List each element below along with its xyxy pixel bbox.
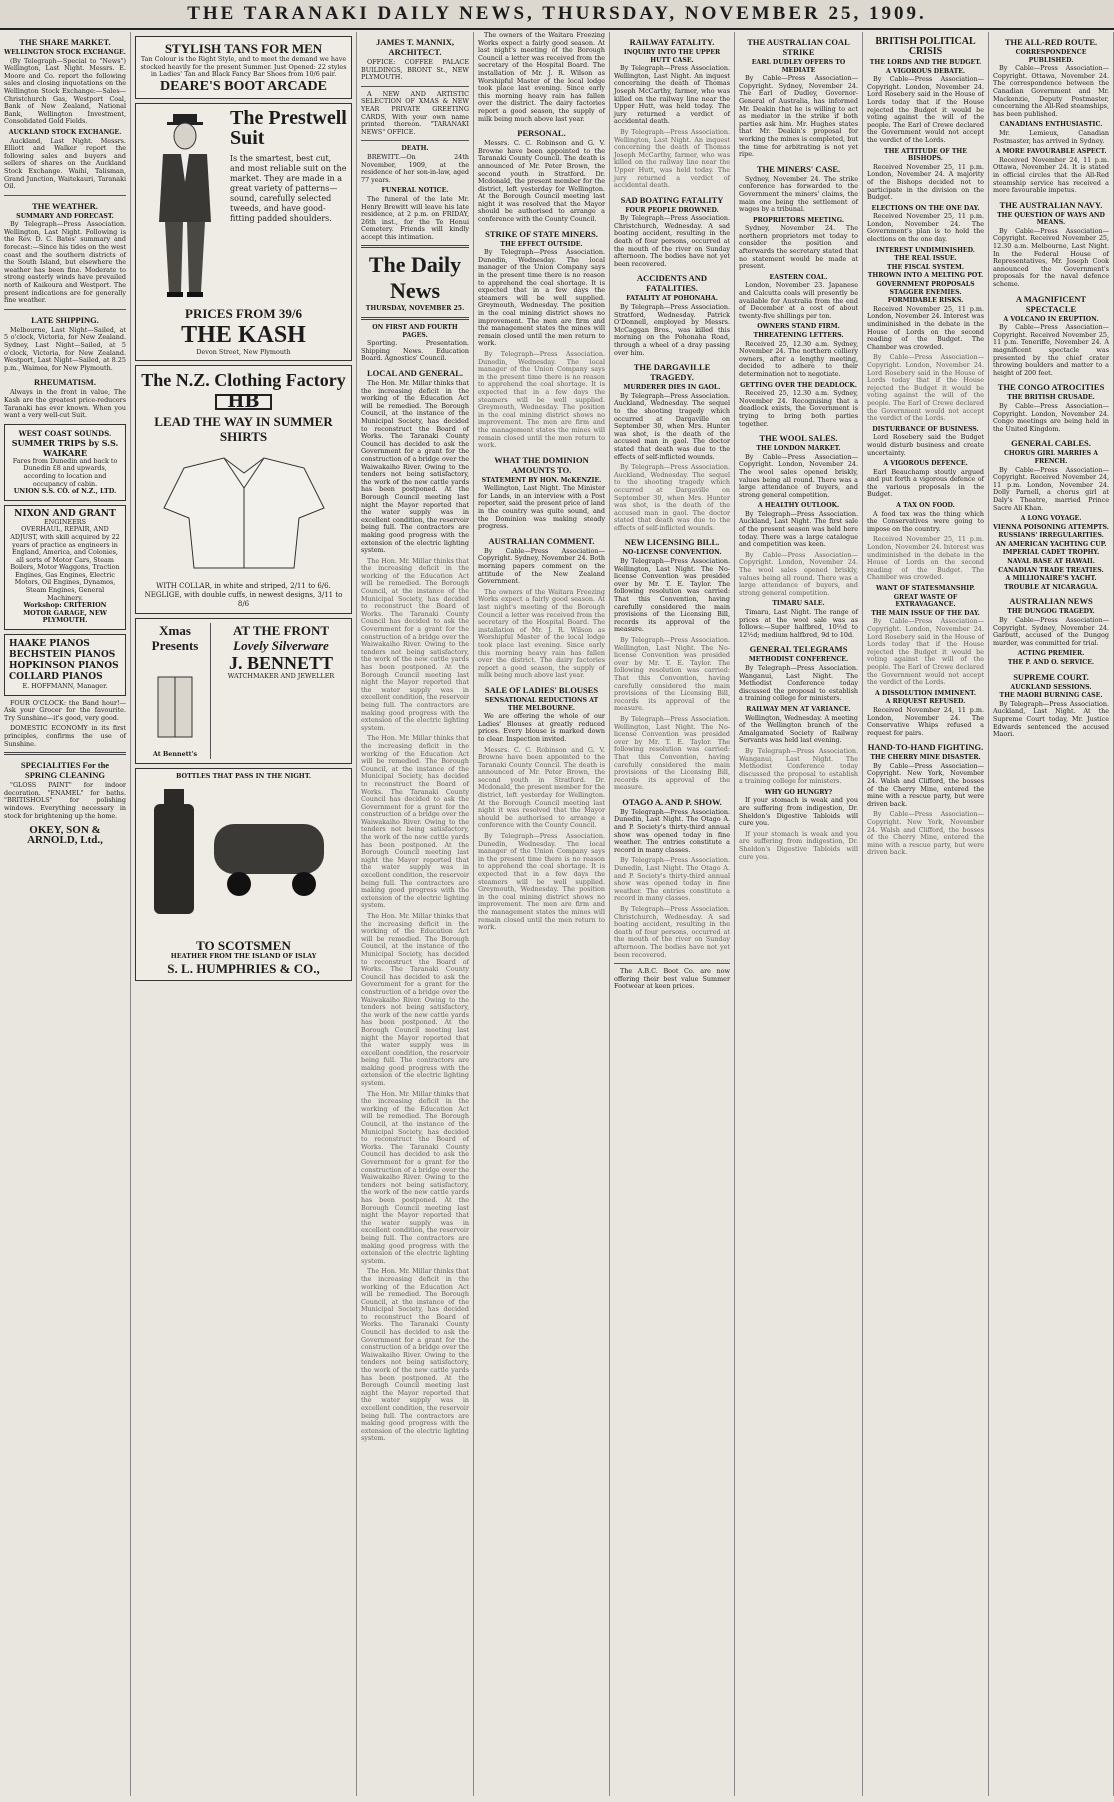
bottles-illustration bbox=[140, 784, 347, 934]
eastern-coal-subhead: EASTERN COAL. bbox=[769, 273, 828, 281]
white-horse-whisky-ad bbox=[135, 768, 352, 981]
shipping-heading: LATE SHIPPING. bbox=[31, 314, 99, 325]
dungog-text: By Cable—Press Association—Copyright. Sydney, November 24. Garbutt, accused of the Dungog murder, was committed for trial. bbox=[993, 616, 1109, 647]
dissolution-subhead: A DISSOLUTION IMMINENT. bbox=[875, 689, 976, 697]
nz-clothing-factory-ad bbox=[135, 365, 352, 614]
ad-mid: Lovely Silverware bbox=[233, 637, 329, 653]
bottle-icon bbox=[144, 784, 344, 934]
healthy-outlook-subhead: A HEALTHY OUTLOOK. bbox=[757, 502, 840, 510]
cherry-mine-text: By Cable—Press Association—Copyright. New York, November 24. Walsh and Clifford, the bosses of the Cherry Mine, entered the mine with a rescue party, but were driven back. bbox=[867, 810, 984, 857]
request-refused-subhead: A REQUEST REFUSED. bbox=[885, 698, 966, 706]
deadlock-subhead: GETTING OVER THE DEADLOCK. bbox=[740, 381, 857, 389]
local-heading: LOCAL AND GENERAL. bbox=[366, 368, 464, 379]
ad-title: The Prestwell Suit bbox=[230, 106, 347, 149]
real-issue-subhead: THE REAL ISSUE. bbox=[894, 255, 957, 263]
ad-title: The N.Z. Clothing Factory bbox=[141, 370, 346, 391]
column-4 bbox=[474, 32, 610, 1796]
debate-text: Received November 25, 11 p.m. London, November 24. Interest was undiminished in the debate in the House of Lords on the second reading of the Budget. The Chamber was crowded. bbox=[867, 304, 984, 351]
masthead: THE TARANAKI DAILY NEWS, THURSDAY, NOVEMBER 25, 1909. bbox=[0, 0, 1114, 30]
strike-text: By Telegraph—Press Association. Dunedin, Wednesday. The local manager of the Union Company says in the present time there is no reason to apprehend the coal shortage. It is expected that in a few days the steamers will be well supplied. Greymouth, Wednesday. The position in the coal mining district shows no improvement. The men are firm and the management states the mines will remain closed until the men return to work. bbox=[478, 248, 605, 348]
railway-heading: RAILWAY FATALITY. bbox=[629, 37, 715, 47]
column-8 bbox=[989, 32, 1114, 1796]
british-crusade-subhead: THE BRITISH CRUSADE. bbox=[1007, 394, 1095, 402]
bishops-text: Received November 25, 11 p.m. London, November 24. A majority of the Bishops decided not to participate in the division on the Budget. bbox=[867, 162, 984, 202]
column-7 bbox=[863, 32, 989, 1796]
australian-comment-text: By Cable—Press Association—Copyright. Sydney, November 24. Both morning papers comment on the attitude of the New Zealand Government. bbox=[478, 546, 605, 586]
column-1 bbox=[0, 32, 131, 1796]
request-refused-text: Received November 24, 11 p.m. London, November 24. The Conservative Whips refused a request for pairs. bbox=[867, 705, 984, 737]
long-voyage-subhead: A LONG VOYAGE. bbox=[1020, 515, 1082, 523]
divider bbox=[4, 195, 126, 196]
ad-right-title: AT THE FRONT bbox=[232, 622, 330, 638]
ad-body: Tan Colour is the Right Style, and to meet the demand we have stocked heavily for the present Summer. Just Opened: 22 styles in Ladies' Tan and Black Fancy Bar Shoes from 10/6 pair. bbox=[140, 55, 347, 79]
railway-men-text: By Telegraph—Press Association. Wanganui, Last Night. The Methodist Conference today discussed the proposal to establish a training college for ministers. bbox=[739, 746, 858, 786]
licensing-heading: NEW LICENSING BILL. bbox=[624, 537, 720, 548]
ad-subtitle: ENGINEERS bbox=[44, 517, 86, 526]
naval-base-subhead: NAVAL BASE AT HAWAII. bbox=[1007, 558, 1095, 566]
divider bbox=[361, 317, 469, 320]
gift-icon bbox=[150, 657, 200, 747]
west-coast-sounds-ad bbox=[4, 424, 126, 501]
strike-heading: STRIKE OF STATE MINERS. bbox=[485, 228, 598, 239]
lords-budget-subhead: THE LORDS AND THE BUDGET. bbox=[869, 59, 982, 66]
pages-heading: ON FIRST AND FOURTH PAGES. bbox=[372, 324, 458, 339]
local-text: The Hon. Mr. Millar thinks that the increasing deficit in the working of the Education Act will be remedied. The Borough Council, at the instance of the Municipal Society, has decided to reconstruct the Board of Works. The Taranaki County Council has decided to ask the Government for a grant for the construction of a bridge over the Waiwakaiho River. Owing to the tenders not being satisfactory, the work of the new cattle yards has been postponed. At the Borough Council meeting last night the Mayor reported that the water supply was in excellent condition, the reservoir being full. The contractors are making good progress with the extension of the electric lighting system. bbox=[361, 556, 469, 732]
spring-cleaning-text: "GLOSS PAINT" for indoor decoration. "ENAMEL" for baths. "BRITISHOLS" for polishing windows. Everything necessary in stock for brightening up the home. bbox=[4, 781, 126, 820]
volcano-subhead: A VOLCANO IN ERUPTION. bbox=[1003, 315, 1099, 323]
rheumatism-heading: RHEUMATISM. bbox=[34, 377, 96, 388]
ways-means-subhead: THE QUESTION OF WAYS AND MEANS. bbox=[997, 211, 1105, 227]
congo-text: By Cable—Press Association—Copyright. London, November 24. Congo meetings are being held in the United Kingdom. bbox=[993, 401, 1109, 433]
pianos-ad bbox=[4, 634, 126, 696]
boating-heading: SAD BOATING FATALITY bbox=[620, 194, 724, 205]
proprietors-text: Sydney, November 24. The northern proprietors met today to consider the position and afterwards the secretary stated that no statement would be made at present. bbox=[739, 224, 858, 271]
food-tax-text: A food tax was the thing which the Conservatives were going to impose on the country. bbox=[867, 509, 984, 533]
vigorous-defence-text: Earl Beauchamp stoutly argued and put forth a vigorous defence of the various proposals in the Budget. bbox=[867, 467, 984, 499]
greeting-cards-ad: A NEW AND ARTISTIC SELECTION OF XMAS & NEW YEAR PRIVATE GREETING CARDS, With your own name printed thereon. "TARANAKI NEWS" OFFICE. bbox=[361, 89, 469, 136]
otago-show-text: By Telegraph—Press Association. Christchurch, Wednesday. A sad boating accident, resulting in the death of four persons, occurred at the mouth of the river on Sunday afternoon. The bodies have not yet been recovered. bbox=[614, 905, 730, 959]
ad-lead: LEAD THE WAY IN SUMMER SHIRTS bbox=[154, 413, 333, 444]
hand-to-hand-heading: HAND-TO-HAND FIGHTING. bbox=[867, 742, 984, 753]
coal-strike-text: By Cable—Press Association—Copyright. Sydney, November 24. The Earl of Dudley, Governor-General of Australia, has informed Mr. Deakin that he is willing to act as mediator in the strike if both parties ask him. Mr. Hughes states that Mr. Deakin's proposal for working the mines is completed, but the time for arbitrating is not yet ripe. bbox=[739, 74, 858, 159]
nicaragua-subhead: TROUBLE AT NICARAGUA. bbox=[1004, 583, 1098, 591]
ad-sub: HEATHER FROM THE ISLAND OF ISLAY bbox=[170, 952, 317, 961]
dargaville-text: By Telegraph—Press Association. Auckland, Wednesday. The sequel to the shooting tragedy which occurred at Dargaville on September 30, when Mrs. Hunter was shot, is the death of the accused man in gaol. The doctor stated that death was due to the effects of self-inflicted wounds. bbox=[614, 463, 730, 532]
debate-text: By Cable—Press Association—Copyright. London, November 24. Lord Rosebery said in the House of Lords today that if the House rejected the Budget it would be voting against the will of the people. The Earl of Crewe declared the Government would not accept the verdict of the Lords. bbox=[867, 353, 984, 423]
congo-heading: THE CONGO ATROCITIES bbox=[997, 382, 1105, 393]
boating-text: By Telegraph—Press Association. Christchurch, Wednesday. A sad boating accident, resulting in the death of four persons, occurred at the mouth of the river on Sunday afternoon. The bodies have not yet been recovered. bbox=[614, 214, 730, 268]
dargaville-text: By Telegraph—Press Association. Auckland, Wednesday. The sequel to the shooting tragedy which occurred at Dargaville on September 30, when Mrs. Hunter was shot, is the death of the accused man in gaol. The doctor stated that death was due to the effects of self-inflicted wounds. bbox=[614, 391, 730, 461]
all-red-route-heading: THE ALL-RED ROUTE. bbox=[1004, 37, 1098, 47]
general-cables-heading: GENERAL CABLES. bbox=[1011, 438, 1091, 449]
classified-text: FOUR O'CLOCK: the Band hour!—Ask your Grocer for the favourite. Try Sunshine—it's good, very good. bbox=[4, 698, 126, 722]
local-text: The Hon. Mr. Millar thinks that the increasing deficit in the working of the Education Act will be remedied. The Borough Council, at the instance of the Municipal Society, has decided to reconstruct the Board of Works. The Taranaki County Council has decided to ask the Government for a grant for the construction of a bridge over the Waiwakaiho River. Owing to the tenders not being satisfactory, the work of the new cattle yards has been postponed. At the Borough Council meeting last night the Mayor reported that the water supply was in excellent condition, the reservoir being full. The contractors are making good progress with the extension of the electric lighting system. bbox=[361, 734, 469, 910]
shirt-icon bbox=[154, 448, 334, 578]
main-issue-subhead: THE MAIN ISSUE OF THE DAY. bbox=[871, 609, 980, 617]
deadlock-text: Received 25, 12.30 a.m. Sydney, November 24. Recognising that a deadlock exists, the Government is trying to bring both parties together. bbox=[739, 389, 858, 428]
licensing-subhead: NO-LICENSE CONVENTION. bbox=[622, 549, 722, 557]
chorus-girl-subhead: CHORUS GIRL MARRIES A FRENCH. bbox=[1003, 450, 1099, 465]
ad-agent: S. L. HUMPHRIES & CO., bbox=[167, 960, 320, 976]
spectacle-heading: A MAGNIFICENT SPECTACLE bbox=[1015, 293, 1087, 314]
food-tax-text: Received November 25, 11 p.m. London, November 24. Interest was undiminished in the debate in the House of Lords on the second reading of the Budget. The Chamber was crowded. bbox=[867, 535, 984, 582]
divider bbox=[361, 245, 469, 248]
methodist-subhead: METHODIST CONFERENCE. bbox=[748, 656, 849, 664]
ad-sub: WATCHMAKER AND JEWELLER bbox=[227, 671, 335, 680]
elections-text: Received November 25, 11 p.m. London, November 24. The Government's plan is to hold the elections on the one day. bbox=[867, 212, 984, 244]
blouse-sale-text: By Telegraph—Press Association. Dunedin, Wednesday. The local manager of the Union Company says in the present time there is no reason to apprehend the coal shortage. It is expected that in a few days the steamers will be well supplied. Greymouth, Wednesday. The position in the coal mining district shows no improvement. The men are firm and the management states the mines will remain closed until the men return to work. bbox=[478, 832, 605, 932]
miners-case-heading: THE MINERS' CASE. bbox=[756, 163, 841, 174]
funeral-notice: The funeral of the late Mr. Henry Brewitt will leave his late residence, at 2 p.m. on FRIDAY, 26th inst., for the Te Henui Cemetery. Friends will kindly accept this intimation. bbox=[361, 194, 469, 241]
shipping-text: Melbourne, Last Night—Sailed, at 5 o'clock, Victoria, for New Zealand. Sydney, Last Night—Sailed, at 5 o'clock, Victoria, for New Zealand. Westport, Last Night—Sailed, at 8.25 p.m., Waimea, for New Plymouth. bbox=[4, 325, 126, 372]
boating-subhead: FOUR PEOPLE DROWNED. bbox=[625, 206, 719, 214]
why-go-hungry-text: If your stomach is weak and you are suffering from indigestion, Dr. Sheldon's Digestive Tabloids will cure you. bbox=[739, 796, 858, 828]
architect-text: OFFICE: COFFEE PALACE BUILDINGS, BRONT St., NEW PLYMOUTH. bbox=[361, 58, 469, 82]
vigorous-defence-subhead: A VIGOROUS DEFENCE. bbox=[883, 460, 968, 468]
australian-comment-heading: AUSTRALIAN COMMENT. bbox=[488, 535, 595, 546]
extravagance-subhead: GREAT WASTE OF EXTRAVAGANCE. bbox=[893, 593, 958, 609]
weather-text: By Telegraph—Press Association. Wellington, Last Night. Following is the Rev. D. C. Bates' summary and forecast:—Since his tides on the west coast and the southern districts of the South Island, but elsewhere the weather has been fine. Moderate to strong easterly winds have prevailed north of Kaikoura and Westport. The present indications are for generally fine weather. bbox=[4, 220, 126, 305]
acting-premier-subhead: ACTING PREMIER. bbox=[1017, 650, 1085, 658]
spring-cleaning-heading: SPECIALITIES For the SPRING CLEANING bbox=[20, 760, 110, 781]
ad-store: J. BENNETT bbox=[228, 652, 334, 673]
death-notice: BREWITT.—On 24th November, 1909, at the residence of her son-in-law, aged 77 years. bbox=[361, 152, 469, 184]
strike-text: By Telegraph—Press Association. Dunedin, Wednesday. The local manager of the Union Company says in the present time there is no reason to apprehend the coal shortage. It is expected that in a few days the steamers will be well supplied. Greymouth, Wednesday. The position in the coal mining district shows no improvement. The men are firm and the management states the mines will remain closed until the men return to work. bbox=[478, 349, 605, 450]
timaru-sale-subhead: TIMARU SALE. bbox=[772, 600, 825, 608]
pages-text: Sporting. Presentation. Shipping News. Education Board. Agnostics' Council. bbox=[361, 339, 469, 363]
gift-illustration bbox=[140, 657, 210, 747]
blouse-sale-text: We are offering the whole of our Ladies' Blouses at greatly reduced prices. Every blouse is marked down to clear. Inspection invited. bbox=[478, 712, 605, 743]
government-proposals-subhead: GOVERNMENT PROPOSALS STAGGER ENEMIES. bbox=[876, 281, 975, 296]
disturbance-text: Lord Rosebery said the Budget would disturb business and create uncertainty. bbox=[867, 433, 984, 457]
local-text: The Hon. Mr. Millar thinks that the increasing deficit in the working of the Education Act will be remedied. The Borough Council, at the instance of the Municipal Society, has decided to reconstruct the Board of Works. The Taranaki County Council has decided to ask the Government for a grant for the construction of a bridge over the Waiwakaiho River. Owing to the tenders not being satisfactory, the work of the new cattle yards has been postponed. At the Borough Council meeting last night the Mayor reported that the water supply was in excellent condition, the reservoir being full. The contractors are making good progress with the extension of the electric lighting system. bbox=[361, 912, 469, 1088]
ad-title: WEST COAST SOUNDS. bbox=[18, 428, 112, 438]
ad-footer: DEARE'S BOOT ARCADE bbox=[159, 78, 327, 94]
railway-men-text: Wellington, Wednesday. A meeting of the Wellington branch of the Amalgamated Society of Railway Servants was held last evening. bbox=[739, 713, 858, 745]
death-heading: DEATH. bbox=[401, 145, 429, 153]
rheumatism-text: Always in the front in value, The Kash are the greatest price-reducers Taranaki has ever known. When you want a very well-cut Suit. bbox=[4, 388, 126, 420]
paper-title: The Daily News bbox=[368, 252, 462, 304]
hb-badge: HB bbox=[215, 394, 271, 410]
auckland-exchange-subhead: AUCKLAND STOCK EXCHANGE. bbox=[8, 128, 122, 136]
elections-subhead: ELECTIONS ON THE ONE DAY. bbox=[871, 204, 980, 212]
weather-subhead: SUMMARY AND FORECAST. bbox=[16, 212, 114, 220]
ad-body: WITH COLLAR, in white and striped, 2/11 to 6/6. NEGLIGE, with double cuffs, in newest designs, 3/11 to 8/6 bbox=[144, 581, 343, 608]
london-market-text: By Cable—Press Association—Copyright. London, November 24. The wool sales opened briskly, values being all round. There was a large attendance of buyers, and strong general competition. bbox=[739, 452, 858, 499]
ad-address: Devon Street, New Plymouth bbox=[196, 347, 291, 356]
stylish-tans-ad bbox=[135, 36, 352, 99]
share-market-heading: THE SHARE MARKET. bbox=[19, 37, 111, 47]
methodist-text: By Telegraph—Press Association. Wanganui, Last Night. The Methodist Conference today discussed the proposal to establish a training college for ministers. bbox=[739, 663, 858, 703]
correspondence-subhead: CORRESPONDENCE PUBLISHED. bbox=[1015, 49, 1087, 64]
canadians-text: Mr. Lemieux, Canadian Postmaster, has arrived in Sydney. bbox=[993, 128, 1109, 145]
column-5 bbox=[610, 32, 735, 1796]
man-in-suit-illustration bbox=[140, 112, 230, 302]
disturbance-subhead: DISTURBANCE OF BUSINESS. bbox=[872, 425, 979, 433]
formidable-risks-subhead: FORMIDABLE RISKS. bbox=[887, 297, 964, 305]
ad-body: Is the smartest, best cut, and most reliable suit on the market. They are made in a great variety of patterns—sound, carefully selected tweeds, and have good-fitting padded shoulders. bbox=[230, 153, 347, 223]
bishops-subhead: THE ATTITUDE OF THE BISHOPS. bbox=[883, 147, 967, 163]
bennett-xmas-ad bbox=[135, 618, 352, 764]
owners-stand-firm-subhead: OWNERS STAND FIRM. bbox=[757, 323, 840, 331]
piano-line: HAAKE PIANOS bbox=[9, 639, 90, 650]
owners-text: Received 25, 12.30 a.m. Sydney, November 24. The northern colliery owners, after a lengthy meeting, decided to adhere to their determination not to negotiate. bbox=[739, 339, 858, 378]
otago-show-heading: OTAGO A. AND P. SHOW. bbox=[622, 796, 722, 807]
dominion-subhead: STATEMENT BY HON. McKENZIE. bbox=[481, 476, 602, 484]
statesmanship-subhead: WANT OF STATESMANSHIP. bbox=[876, 585, 975, 592]
local-continued-text: The owners of the Waitara Freezing Works expect a fairly good season. At last night's meeting of the Borough Council a letter was received from the secretary of the Hospital Board. The installation of Mr. J. R. Wilson as Worshipful Master of the local lodge took place last evening. Since early this morning heavy rain has fallen over the district. The dairy factories report a good season, the supply of milk being much above last year. bbox=[478, 32, 605, 123]
local-text: The Hon. Mr. Millar thinks that the increasing deficit in the working of the Education Act will be remedied. The Borough Council, at the instance of the Municipal Society, has decided to reconstruct the Board of Works. The Taranaki County Council has decided to ask the Government for a grant for the construction of a bridge over the Waiwakaiho River. Owing to the tenders not being satisfactory, the work of the new cattle yards has been postponed. At the Borough Council meeting last night the Mayor reported that the water supply was in excellent condition, the reservoir being full. The contractors are making good progress with the extension of the electric lighting system. bbox=[361, 1267, 469, 1443]
p-and-o-subhead: THE P. AND O. SERVICE. bbox=[1007, 659, 1095, 666]
chorus-girl-text: By Cable—Press Association—Copyright. Received November 24, 11 p.m. London, November 24. Dolly Parnell, a chorus girl at Daly's Theatre, married Prince Sacre Ali Khan. bbox=[993, 465, 1109, 512]
general-telegrams-heading: GENERAL TELEGRAMS bbox=[749, 644, 848, 655]
main-issue-text: By Cable—Press Association—Copyright. London, November 24. Lord Rosebery said in the House of Lords today that if the House rejected the Budget it would be voting against the will of the people. The Earl of Crewe declared the Government would not accept the verdict of the Lords. bbox=[867, 617, 984, 687]
ad-left-footer: At Bennett's bbox=[152, 749, 198, 758]
vigorous-debate-subhead: A VIGOROUS DEBATE. bbox=[885, 67, 966, 75]
coal-strike-subhead: EARL DUDLEY OFFERS TO MEDIATE bbox=[751, 59, 846, 74]
london-market-subhead: THE LONDON MARKET. bbox=[756, 445, 841, 453]
ad-title: NIXON AND GRANT bbox=[14, 508, 116, 519]
eastern-coal-text: London, November 23. Japanese and Calcutta coals will presently be available for Australia from the end of December at a cost of about twenty-five shillings per ton. bbox=[739, 281, 858, 320]
divider bbox=[361, 86, 469, 87]
personal-text: Messrs. C. C. Robinson and G. V. Browne have been appointed to the Taranaki County Council. The death is announced of Mr. Peter Brown, the second youth in Stratford. Dr. Mcdonald, the present member for the district, left yesterday for Wellington. At the Borough Council meeting last night it was resolved that the Mayor should be authorised to arrange a conference with the County Council. bbox=[478, 139, 605, 224]
classified-text: DOMESTIC ECONOMY in its first principles, confirms the use of Sunshine. bbox=[4, 724, 126, 748]
blouse-sale-heading: SALE OF LADIES' BLOUSES bbox=[484, 684, 599, 695]
cherry-mine-subhead: THE CHERRY MINE DISASTER. bbox=[870, 754, 981, 762]
maori-case-subhead: THE MAORI BURNING CASE. bbox=[999, 692, 1103, 700]
column-3 bbox=[357, 32, 474, 1796]
otago-show-text: By Telegraph—Press Association. Dunedin, Last Night. The Otago A. and P. Society's thirty-third annual show was opened today in fine weather. The entries constitute a record in many classes. bbox=[614, 856, 730, 903]
railway-text: By Telegraph—Press Association. Wellington, Last Night. An inquest concerning the death of Thomas Joseph McCarthy, farmer, who was killed on the railway line near the Upper Hutt, was held today. The jury returned a verdict of accidental death. bbox=[614, 127, 730, 190]
funeral-heading: FUNERAL NOTICE. bbox=[381, 187, 449, 195]
ad-footer: UNION S.S. CO. of N.Z., LTD. bbox=[13, 487, 117, 496]
coal-strike-heading: THE AUSTRALIAN COAL STRIKE bbox=[747, 37, 850, 57]
why-go-hungry-subhead: WHY GO HUNGRY? bbox=[764, 788, 833, 796]
piano-line: HOPKINSON PIANOS bbox=[9, 661, 119, 672]
fiscal-system-subhead: THE FISCAL SYSTEM. bbox=[887, 263, 964, 271]
favourable-aspect-text: Received November 24, 11 p.m. Ottawa, November 24. It is stated in official circles that the All-Red steamship service has received a more favourable impetus. bbox=[993, 155, 1109, 195]
volcano-text: By Cable—Press Association—Copyright. Received November 25, 11 p.m. Teneriffe, November 24. A magnificent spectacle was presented by the chief crater throwing boulders and matter to a height of 200 feet. bbox=[993, 323, 1109, 377]
local-text: The Hon. Mr. Millar thinks that the increasing deficit in the working of the Education Act will be remedied. The Borough Council, at the instance of the Municipal Society, has decided to reconstruct the Board of Works. The Taranaki County Council has decided to ask the Government for a grant for the construction of a bridge over the Waiwakaiho River. Owing to the tenders not being satisfactory, the work of the new cattle yards has been postponed. At the Borough Council meeting last night the Mayor reported that the water supply was in excellent condition, the reservoir being full. The contractors are making good progress with the extension of the electric lighting system. bbox=[361, 379, 469, 555]
strike-subhead: THE EFFECT OUTSIDE. bbox=[500, 240, 583, 248]
accidents-heading: ACCIDENTS AND FATALITIES. bbox=[636, 273, 708, 294]
paper-date: THURSDAY, NOVEMBER 25. bbox=[365, 305, 465, 313]
ad-store: THE KASH bbox=[181, 321, 306, 348]
ad-title: BOTTLES THAT PASS IN THE NIGHT. bbox=[176, 771, 311, 780]
personal-heading: PERSONAL. bbox=[517, 128, 566, 139]
threatening-letters-subhead: THREATENING LETTERS. bbox=[753, 332, 844, 339]
nixon-grant-ad bbox=[4, 505, 126, 630]
ad-subtitle: SUMMER TRIPS by S.S. WAIKARE bbox=[11, 437, 119, 458]
ad-footer: TO SCOTSMEN bbox=[196, 938, 291, 954]
ad-body: OVERHAUL, REPAIR, AND ADJUST, with skill acquired by 22 years of practice as engineers in England, America, and Colonies, all sorts of Motor Cars, Steam Boilers, Motor Waggons, Traction Engines, Gas Engines, Electric Motors, Oil Engines, Dynamos, Steam Engines, General Machinery. bbox=[10, 525, 120, 602]
cherry-mine-text: By Cable—Press Association—Copyright. New York, November 24. Walsh and Clifford, the bosses of the Cherry Mine, entered the mine with a rescue party, but were driven back. bbox=[867, 761, 984, 808]
man-silhouette-icon bbox=[145, 112, 225, 302]
trade-treaties-subhead: CANADIAN TRADE TREATIES. bbox=[998, 566, 1104, 574]
railway-text: By Telegraph—Press Association. Wellington, Last Night. An inquest concerning the death of Thomas Joseph McCarthy, farmer, who was killed on the railway line near the Upper Hutt, was held today. The jury returned a verdict of accidental death. bbox=[614, 64, 730, 126]
railway-subhead: INQUIRY INTO THE UPPER HUTT CASE. bbox=[623, 49, 721, 64]
auckland-exchange-text: Auckland, Last Night. Messrs. Elliott and Walker report the following sales and buyers and sellers of shares on the Auckland Stock Exchange. Waihi, Talisman, Grand Junction, Waitekauri, Taranaki Oil. bbox=[4, 136, 126, 191]
australian-news-heading: AUSTRALIAN NEWS bbox=[1009, 596, 1093, 607]
piano-line: BECHSTEIN PIANOS bbox=[9, 650, 116, 661]
weather-heading: THE WEATHER. bbox=[32, 200, 98, 211]
healthy-outlook-text: By Telegraph—Press Association. Auckland, Last Night. The first sale of the present season was held here today. There was a large catalogue and competition was keen. bbox=[739, 509, 858, 549]
blouse-sale-text: Messrs. C. C. Robinson and G. V. Browne have been appointed to the Taranaki County Council. The death is announced of Mr. Peter Brown, the second youth in Stratford. Dr. Mcdonald, the present member for the district, left yesterday for Wellington. At the Borough Council meeting last night it was resolved that the Mayor should be authorised to arrange a conference with the County Council. bbox=[478, 745, 605, 830]
wellington-exchange-subhead: WELLINGTON STOCK EXCHANGE. bbox=[4, 49, 126, 56]
dominion-text: Wellington, Last Night. The Minister for Lands, in an interview with a Post reporter, said the present price of land in the country was quite sound, and the Dominion was making steady progress. bbox=[478, 484, 605, 531]
wellington-exchange-text: (By Telegraph—Special to "News") Wellington, Last Night. Messrs. E. Moore and Co. report the following sales and closing inquotations on the Wellington Stock Exchange:—Sales—Christchurch Gas, Westport Coal, Bank of New Zealand, National Bank, Wellington Investment, Consolidated Gold Fields. bbox=[4, 56, 126, 126]
why-go-hungry-text: If your stomach is weak and you are suffering from indigestion, Dr. Sheldon's Digestive Tabloids will cure you. bbox=[739, 829, 858, 861]
railway-men-subhead: RAILWAY MEN AT VARIANCE. bbox=[746, 705, 851, 713]
prestwell-suit-ad bbox=[135, 103, 352, 362]
ad-price: PRICES FROM 39/6 bbox=[185, 305, 302, 321]
yachting-cup-subhead: AN AMERICAN YACHTING CUP. bbox=[995, 540, 1107, 548]
architect-name: JAMES T. MANNIX, ARCHITECT. bbox=[375, 37, 455, 57]
supreme-court-heading: SUPREME COURT. bbox=[1013, 671, 1089, 682]
ad-footer: Workshop: CRITERION MOTOR GARAGE, NEW PLYMOUTH. bbox=[23, 601, 107, 625]
ad-body: Fares from Dunedin and back to Dunedin £8 and upwards, according to location and occupancy of cabin. bbox=[12, 456, 118, 488]
millionaire-yacht-subhead: A MILLIONAIRE'S YACHT. bbox=[1005, 575, 1097, 583]
proprietors-subhead: PROPRIETORS MEETING. bbox=[752, 216, 844, 224]
licensing-text: By Telegraph—Press Association. Wellington, Last Night. The No-license Convention was presided over by Mr. T. E. Taylor. The following resolution was carried: That this Convention, having carefully considered the main provisions of the Licensing Bill, records its approval of the measure. bbox=[614, 714, 730, 792]
boot-co-ad: The A.B.C. Boot Co. are now offering their best value Summer Footwear at keen prices. bbox=[614, 967, 730, 991]
otago-show-text: By Telegraph—Press Association. Dunedin, Last Night. The Otago A. and P. Society's thirty-third annual show was opened today in fine weather. The entries constitute a record in many classes. bbox=[614, 807, 730, 854]
licensing-text: By Telegraph—Press Association. Wellington, Last Night. The No-license Convention was presided over by Mr. T. E. Taylor. The following resolution was carried: That this Convention, having carefully considered the main provisions of the Licensing Bill, records its approval of the measure. bbox=[614, 636, 730, 713]
australian-navy-text: By Cable—Press Association—Copyright. Received November 25, 12.30 a.m. Melbourne, Last Night. In the Federal House of Representatives, Mr. Joseph Cook announced the Government's proposals for the naval defence scheme. bbox=[993, 226, 1109, 289]
australian-comment-text: The owners of the Waitara Freezing Works expect a fairly good season. At last night's meeting of the Borough Council a letter was received from the secretary of the Hospital Board. The installation of Mr. J. R. Wilson as Worshipful Master of the local lodge took place last evening. Since early this morning heavy rain has fallen over the district. The dairy factories report a good season, the supply of milk being much above last year. bbox=[478, 587, 605, 680]
blouse-sale-subhead: SENSATIONAL REDUCTIONS AT THE MELBOURNE. bbox=[484, 696, 599, 712]
timaru-sale-text: Timaru, Last Night. The range of prices at the wool sale was as follows:—Super halfbred, 10½d to 12½d; medium halfbred, 9d to 10d. bbox=[739, 608, 858, 639]
supreme-court-text: By Telegraph—Press Association. Auckland, Last Night. At the Supreme Court today, Mr. Justice Edwards sentenced the accused Maori. bbox=[993, 699, 1109, 739]
dargaville-heading: THE DARGAVILLE TRAGEDY. bbox=[633, 362, 711, 383]
column-6 bbox=[735, 32, 863, 1796]
shirt-illustration bbox=[140, 448, 347, 578]
ad-title: STYLISH TANS FOR MEN bbox=[164, 41, 323, 56]
auckland-sessions-subhead: AUCKLAND SESSIONS. bbox=[1010, 683, 1092, 691]
food-tax-subhead: A TAX ON FOOD. bbox=[896, 502, 955, 510]
local-text: The Hon. Mr. Millar thinks that the increasing deficit in the working of the Education Act will be remedied. The Borough Council, at the instance of the Municipal Society, has decided to reconstruct the Board of Works. The Taranaki County Council has decided to ask the Government for a grant for the construction of a bridge over the Waiwakaiho River. Owing to the tenders not being satisfactory, the work of the new cattle yards has been postponed. At the Borough Council meeting last night the Mayor reported that the water supply was in excellent condition, the reservoir being full. The contractors are making good progress with the extension of the electric lighting system. bbox=[361, 1089, 469, 1265]
canadians-subhead: CANADIANS ENTHUSIASTIC. bbox=[999, 121, 1103, 129]
column-2 bbox=[131, 32, 357, 1796]
dungog-subhead: THE DUNGOG TRAGEDY. bbox=[1007, 608, 1095, 616]
political-crisis-heading: BRITISH POLITICAL CRISIS bbox=[875, 36, 976, 57]
accidents-text: By Telegraph—Press Association. Stratford, Wednesday. Patrick O'Donnell, employed by Messrs. McCaggan Bros., was killed this morning on the Pohonaha Road, through a wheel of a dray passing over him. bbox=[614, 303, 730, 357]
interest-subhead: INTEREST UNDIMINISHED. bbox=[876, 246, 975, 254]
divider bbox=[361, 140, 469, 141]
melting-pot-subhead: THROWN INTO A MELTING POT. bbox=[867, 272, 984, 280]
ad-left-title: Xmas Presents bbox=[151, 622, 199, 653]
political-crisis-text: By Cable—Press Association—Copyright. London, November 24. Lord Rosebery said in the House of Lords today that if the House rejected the Budget it would be voting against the will of the people. The Earl of Crewe declared the Government would not accept the verdict of the Lords. bbox=[867, 75, 984, 144]
divider bbox=[4, 752, 126, 755]
miners-case-text: Sydney, November 24. The strike conference has forwarded to the Government the miners' claims, the main one being the settlement of wages by a tribunal. bbox=[739, 174, 858, 214]
correspondence-text: By Cable—Press Association—Copyright. Ottawa, November 24. The correspondence between the Canadian Government and Mr. Mackenzie, Deputy Postmaster, concerning the All-Red steamships, has been published. bbox=[993, 64, 1109, 118]
okey-son-arnold-footer: OKEY, SON & ARNOLD, Ltd., bbox=[27, 824, 103, 847]
russians-subhead: RUSSIANS' IRREGULARITIES. bbox=[998, 532, 1104, 540]
favourable-aspect-subhead: A MORE FAVOURABLE ASPECT. bbox=[995, 148, 1107, 156]
accidents-subhead: FATALITY AT POHONAHA. bbox=[626, 295, 718, 303]
healthy-outlook-text: By Cable—Press Association—Copyright. London, November 24. The wool sales opened briskly, values being all round. There was a large attendance of buyers, and strong general competition. bbox=[739, 550, 858, 597]
vienna-subhead: VIENNA POISONING ATTEMPTS. bbox=[993, 523, 1109, 531]
divider bbox=[4, 309, 126, 310]
divider bbox=[614, 963, 730, 964]
australian-navy-heading: THE AUSTRALIAN NAVY. bbox=[999, 199, 1103, 210]
wool-sales-heading: THE WOOL SALES. bbox=[759, 433, 838, 444]
piano-line: COLLARD PIANOS bbox=[9, 672, 103, 683]
cadet-trophy-subhead: IMPERIAL CADET TROPHY. bbox=[1002, 549, 1100, 557]
licensing-text: By Telegraph—Press Association. Wellington, Last Night. The No-license Convention was presided over by Mr. T. E. Taylor. The following resolution was carried: That this Convention, having carefully considered the main provisions of the Licensing Bill, records its approval of the measure. bbox=[614, 557, 730, 634]
dargaville-subhead: MURDERER DIES IN GAOL. bbox=[623, 384, 721, 392]
dominion-heading: WHAT THE DOMINION AMOUNTS TO. bbox=[494, 454, 589, 475]
ad-footer: E. HOFFMANN, Manager. bbox=[22, 682, 108, 691]
